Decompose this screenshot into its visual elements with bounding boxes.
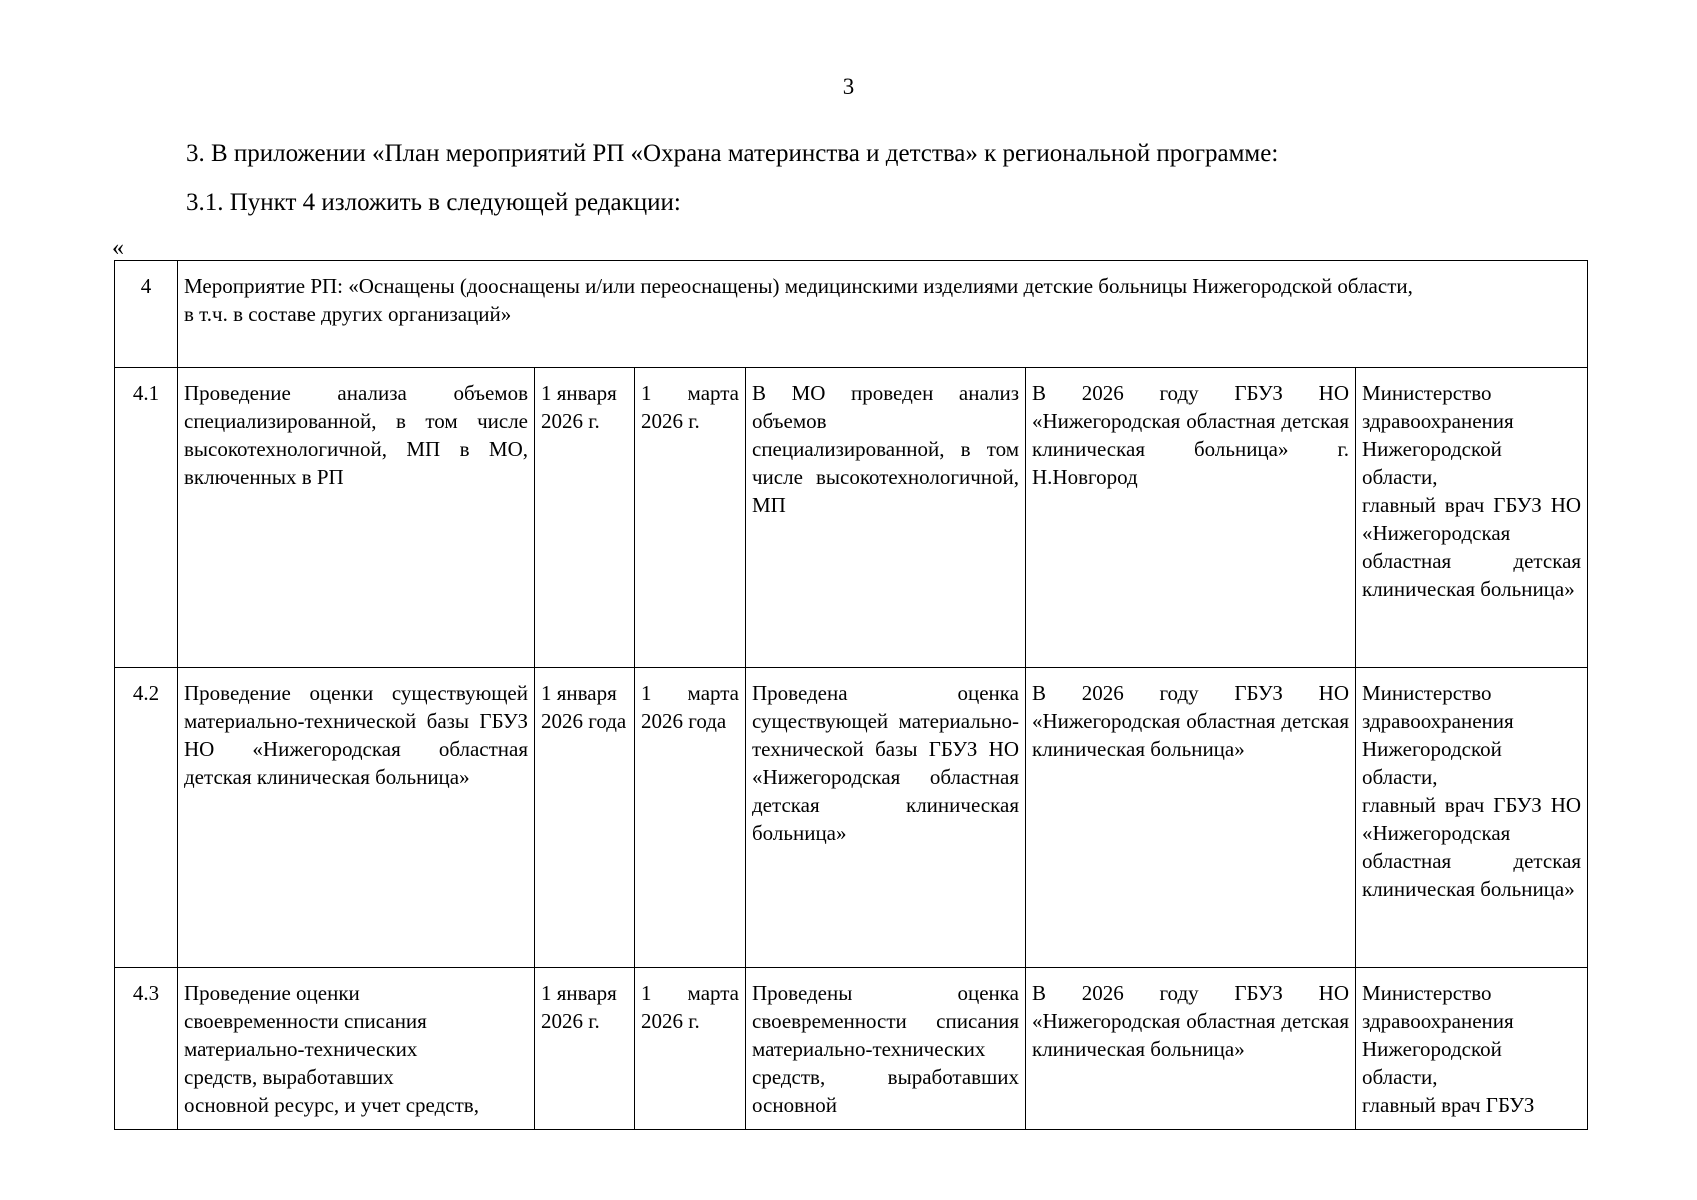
header-activity-line: в т.ч. в составе других организаций» <box>184 302 512 326</box>
start-date-cell: 1 января 2026 г. <box>535 968 635 1130</box>
responsible-line: Министерство здравоохранения Нижегородской области, <box>1362 681 1514 789</box>
responsible-line: главный врач ГБУЗ <box>1362 1093 1535 1117</box>
row-number-cell: 4.3 <box>115 968 178 1130</box>
page-number: 3 <box>842 74 855 99</box>
start-date-cell: 1 января 2026 года <box>535 668 635 968</box>
end-date-cell: 1 марта 2026 года <box>635 668 746 968</box>
activity-line: средств, выработавших <box>184 1065 394 1089</box>
result-cell: Проведена оценка существующей материально-технической базы ГБУЗ НО «Нижегородская областная детская клиническая больница» <box>746 668 1026 968</box>
responsible-line: главный врач ГБУЗ НО «Нижегородская областная детская клиническая больница» <box>1362 493 1582 601</box>
start-date-cell: 1 января 2026 г. <box>535 368 635 668</box>
table-row <box>115 668 1588 968</box>
header-activity-line: Мероприятие РП: «Оснащены (дооснащены и/или переоснащены) медицинскими изделиями детские больницы Нижегородской области, <box>184 274 1413 298</box>
responsible-line: Министерство здравоохранения Нижегородской области, <box>1362 981 1514 1089</box>
result-cell: В МО проведен анализ объемов специализированной, в том числе высокотехнологичной, МП <box>746 368 1026 668</box>
location-cell: В 2026 году ГБУЗ НО «Нижегородская областная детская клиническая больница» г. Н.Новгород <box>1026 368 1356 668</box>
paragraph-intro: 3. В приложении «План мероприятий РП «Охрана материнства и детства» к региональной программе: <box>186 140 1279 167</box>
header-number-cell: 4 <box>115 261 178 368</box>
responsible-line: главный врач ГБУЗ НО «Нижегородская областная детская клиническая больница» <box>1362 793 1582 901</box>
opening-quote: « <box>112 235 124 261</box>
location-cell: В 2026 году ГБУЗ НО «Нижегородская областная детская клиническая больница» <box>1026 968 1356 1130</box>
table-row <box>115 968 1588 1130</box>
activity-cell: Проведение анализа объемов специализированной, в том числе высокотехнологичной, МП в МО, включенных в РП <box>178 368 535 668</box>
location-cell: В 2026 году ГБУЗ НО «Нижегородская областная детская клиническая больница» <box>1026 668 1356 968</box>
end-date-cell: 1 марта 2026 г. <box>635 968 746 1130</box>
table-row <box>115 368 1588 668</box>
end-date-cell: 1 марта 2026 г. <box>635 368 746 668</box>
activity-cell: Проведение оценки существующей материально-технической базы ГБУЗ НО «Нижегородская областная детская клиническая больница» <box>178 668 535 968</box>
responsible-line: Министерство здравоохранения Нижегородской области, <box>1362 381 1514 489</box>
activity-line: своевременности списания <box>184 1009 427 1033</box>
activity-cell <box>178 968 535 1130</box>
activity-line: материально-технических <box>184 1037 418 1061</box>
row-number-cell: 4.1 <box>115 368 178 668</box>
result-cell: Проведены оценка своевременности списания материально-технических средств, выработавших основной <box>746 968 1026 1130</box>
header-activity-cell <box>178 261 1588 368</box>
table-header-row <box>115 261 1588 368</box>
responsible-cell <box>1356 668 1588 968</box>
responsible-cell <box>1356 368 1588 668</box>
activity-line: Проведение оценки <box>184 981 360 1005</box>
activity-plan-table <box>114 260 1588 1130</box>
paragraph-item: 3.1. Пункт 4 изложить в следующей редакции: <box>186 189 681 216</box>
row-number-cell: 4.2 <box>115 668 178 968</box>
activity-line: основной ресурс, и учет средств, <box>184 1093 479 1117</box>
responsible-cell <box>1356 968 1588 1130</box>
